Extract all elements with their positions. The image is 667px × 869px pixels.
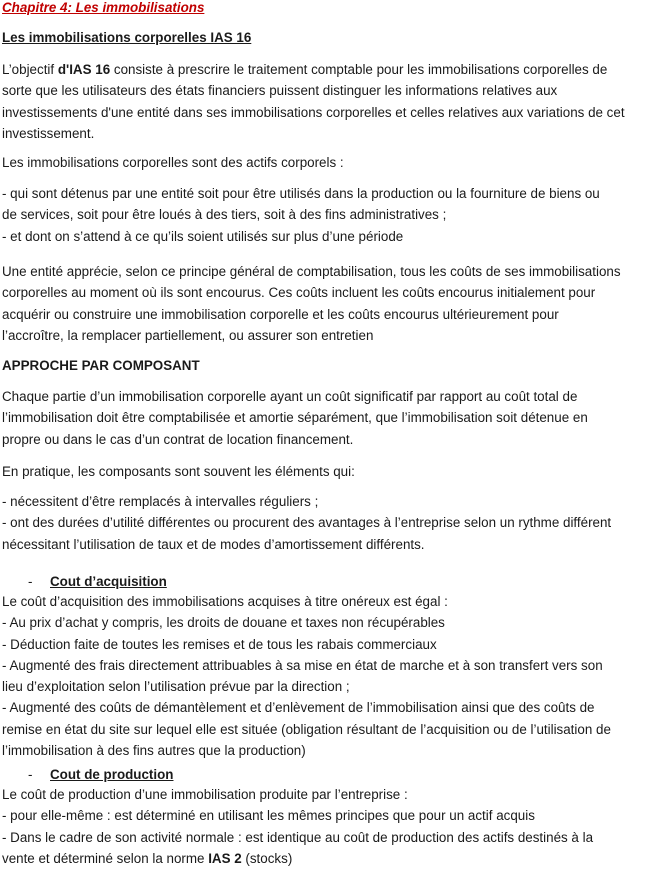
approach-paragraph bbox=[2, 386, 664, 450]
acquisition-line-6: - Augmenté des coûts de démantèlement et d’enlèvement de l’immobilisation ainsi que des coûts de bbox=[2, 700, 595, 716]
definition-list bbox=[2, 183, 664, 247]
definition-item-line-1: - qui sont détenus par une entité soit pour être utilisés dans la production ou la fourniture de biens ou bbox=[2, 186, 600, 201]
acquisition-line-3: - Déduction faite de toutes les remises et de tous les rabais commerciaux bbox=[2, 636, 437, 652]
production-line-3: - Dans le cadre de son activité normale : est identique au coût de production des actifs destinés à la bbox=[2, 829, 594, 845]
intro-paragraph bbox=[2, 59, 664, 144]
ias2-reference: IAS 2 bbox=[208, 850, 242, 866]
production-line-4: vente et déterminé selon la norme IAS 2 (stocks) bbox=[2, 850, 293, 866]
definition-item-line-2: de services, soit pour être loués à des tiers, soit à des fins administratives ; bbox=[2, 207, 447, 223]
ias16-reference: d'IAS 16 bbox=[57, 62, 111, 77]
chapter-title: Chapitre 4: Les immobilisations bbox=[2, 0, 205, 15]
intro-line-4: investissement. bbox=[2, 125, 95, 141]
acquisition-line-4: - Augmenté des frais directement attribuables à sa mise en état de marche et à son transfert vers son bbox=[2, 657, 603, 673]
definition-lead: Les immobilisations corporelles sont des actifs corporels : bbox=[2, 155, 344, 170]
principle-line-4: l’accroître, la remplacer partiellement, ou assurer son entretien bbox=[2, 327, 374, 343]
production-paragraph bbox=[2, 784, 664, 869]
approach-heading: APPROCHE PAR COMPOSANT bbox=[2, 358, 200, 373]
production-heading bbox=[28, 764, 173, 785]
practice-item-line-2: - ont des durées d’utilité différentes ou procurent des avantages à l’entreprise selon un rythme différent bbox=[2, 515, 612, 531]
intro-line-1: L’objectif d'IAS 16 consiste à prescrire le traitement comptable pour les immobilisations corporelles de bbox=[2, 62, 608, 77]
practice-item-line-1: - nécessitent d’être remplacés à intervalles réguliers ; bbox=[2, 494, 319, 509]
production-heading-label: Cout de production bbox=[50, 767, 174, 782]
acquisition-line-2: - Au prix d’achat y compris, les droits de douane et taxes non récupérables bbox=[2, 615, 445, 631]
approach-line-3: propre ou dans le cas d’un contrat de location financement. bbox=[2, 431, 354, 447]
production-line-2: - pour elle-même : est déterminé en utilisant les mêmes principes que pour un actif acquis bbox=[2, 808, 535, 824]
principle-line-2: corporelles au moment où ils sont encourus. Ces coûts incluent les coûts encourus initialement pour bbox=[2, 285, 596, 301]
production-dash: - bbox=[28, 767, 33, 782]
acquisition-line-7: remise en état du site sur lequel elle est située (obligation résultant de l’acquisition ou de l’utilisation de bbox=[2, 721, 611, 737]
approach-line-1: Chaque partie d’un immobilisation corporelle ayant un coût significatif par rapport au coût total de bbox=[2, 389, 578, 404]
acquisition-heading-label: Cout d’acquisition bbox=[50, 574, 167, 589]
intro-line-3: investissements d'une entité dans ses immobilisations corporelles et celles relatives aux variations de cet bbox=[2, 104, 625, 120]
definition-item-line-3: - et dont on s’attend à ce qu’ils soient utilisés sur plus d’une période bbox=[2, 228, 404, 244]
acquisition-heading bbox=[28, 571, 167, 592]
production-line-1: Le coût de production d’une immobilisation produite par l’entreprise : bbox=[2, 787, 408, 802]
acquisition-paragraph bbox=[2, 591, 664, 761]
acquisition-line-1: Le coût d’acquisition des immobilisations acquises à titre onéreux est égal : bbox=[2, 594, 448, 609]
principle-line-3: acquérir ou construire une immobilisation corporelle et les coûts encourus ultérieurement pour bbox=[2, 306, 559, 322]
principle-line-1: Une entité apprécie, selon ce principe général de comptabilisation, tous les coûts de ses immobilisations bbox=[2, 264, 621, 279]
practice-list bbox=[2, 491, 664, 555]
acquisition-line-8: l’immobilisation à des fins autres que la production) bbox=[2, 743, 306, 759]
section-title: Les immobilisations corporelles IAS 16 bbox=[2, 30, 252, 45]
practice-lead: En pratique, les composants sont souvent les éléments qui: bbox=[2, 464, 355, 479]
acquisition-dash: - bbox=[28, 574, 33, 589]
practice-item-line-3: nécessitant l’utilisation de taux et de modes d’amortissement différents. bbox=[2, 536, 425, 552]
acquisition-line-5: lieu d’exploitation selon l’utilisation prévue par la direction ; bbox=[2, 679, 350, 695]
intro-line-2: sorte que les utilisateurs des états financiers puissent distinguer les informations relatives aux bbox=[2, 83, 558, 99]
approach-line-2: l’immobilisation doit être comptabilisée et amortie séparément, que l’immobilisation soit détenue en bbox=[2, 410, 588, 426]
principle-paragraph bbox=[2, 261, 664, 346]
